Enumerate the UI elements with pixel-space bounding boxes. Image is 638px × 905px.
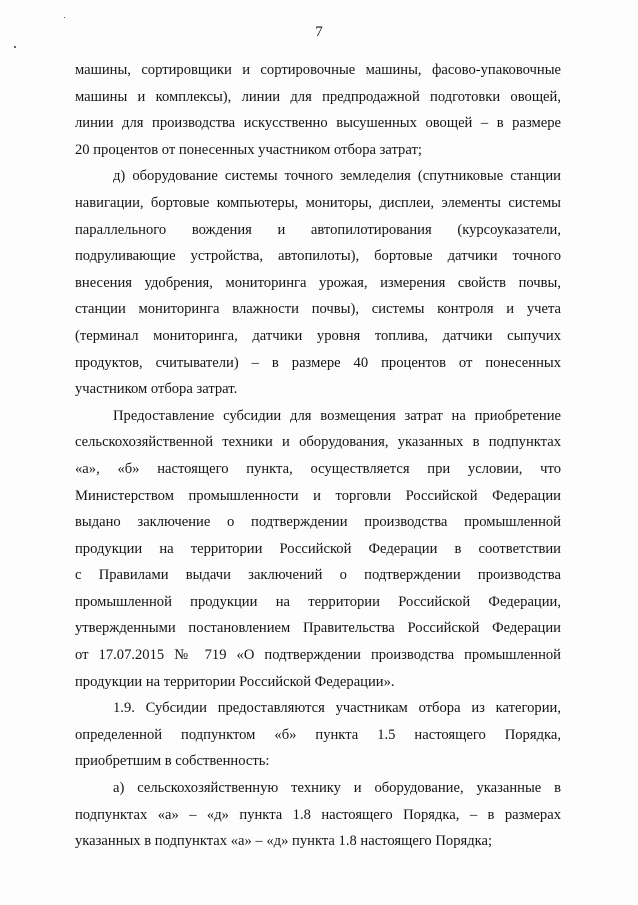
- text-line: определенной подпунктом «б» пункта 1.5 настоящего Порядка,: [75, 726, 561, 743]
- text-line: промышленной продукции на территории Российской Федерации,: [75, 593, 561, 610]
- text-line: машины, сортировщики и сортировочные машины, фасово-упаковочные: [75, 62, 561, 78]
- text-line: подруливающие устройства, автопилоты), бортовые датчики точного: [75, 248, 561, 265]
- text-line: выдано заключение о подтверждении производства промышленной: [75, 514, 561, 531]
- text-line: подпунктах «а» – «д» пункта 1.8 настоящего Порядка, – в размерах: [75, 806, 561, 823]
- text-line: 1.9. Субсидии предоставляются участникам отбора из категории,: [113, 700, 561, 717]
- text-line: Министерством промышленности и торговли Российской Федерации: [75, 487, 561, 504]
- text-line: «а», «б» настоящего пункта, осуществляется при условии, что: [75, 460, 561, 477]
- text-line: Предоставление субсидии для возмещения затрат на приобретение: [113, 407, 561, 424]
- page-number: 7: [315, 24, 323, 40]
- text-line: сельскохозяйственной техники и оборудования, указанных в подпунктах: [75, 434, 561, 451]
- text-line: внесения удобрения, мониторинга урожая, измерения свойств почвы,: [75, 274, 561, 291]
- text-line: продукции на территории Российской Федерации в соответствии: [75, 540, 561, 557]
- text-line: д) оборудование системы точного земледелия (спутниковые станции: [113, 168, 561, 185]
- text-line: (терминал мониторинга, датчики уровня топлива, датчики сыпучих: [75, 327, 561, 344]
- text-line: указанных в подпунктах «а» – «д» пункта 1.8 настоящего Порядка;: [75, 833, 493, 850]
- text-line: с Правилами выдачи заключений о подтверждении производства: [75, 567, 561, 584]
- text-line: участником отбора затрат.: [75, 381, 238, 398]
- text-line: продуктов, считыватели) – в размере 40 процентов от понесенных: [75, 354, 561, 371]
- text-line: приобретшим в собственность:: [75, 753, 270, 770]
- text-line: 20 процентов от понесенных участником отбора затрат;: [75, 141, 422, 158]
- text-line: параллельного вождения и автопилотирования (курсоуказатели,: [75, 221, 561, 238]
- text-line: станции мониторинга влажности почвы), системы контроля и учета: [75, 301, 561, 318]
- text-line: продукции на территории Российской Федерации».: [75, 673, 395, 690]
- text-line: навигации, бортовые компьютеры, мониторы, дисплеи, элементы системы: [75, 194, 561, 211]
- text-line: утвержденными постановлением Правительства Российской Федерации: [75, 620, 561, 637]
- body-text: [75, 57, 561, 855]
- text-line: а) сельскохозяйственную технику и оборудование, указанные в: [113, 780, 561, 797]
- scan-speck: [64, 17, 65, 18]
- text-line: линии для производства искусственно высушенных овощей – в размере: [75, 115, 561, 132]
- text-line: от 17.07.2015 № 719 «О подтверждении производства промышленной: [75, 647, 561, 664]
- text-line: машины и комплексы), линии для предпродажной подготовки овощей,: [75, 88, 561, 105]
- margin-dot: [14, 46, 16, 48]
